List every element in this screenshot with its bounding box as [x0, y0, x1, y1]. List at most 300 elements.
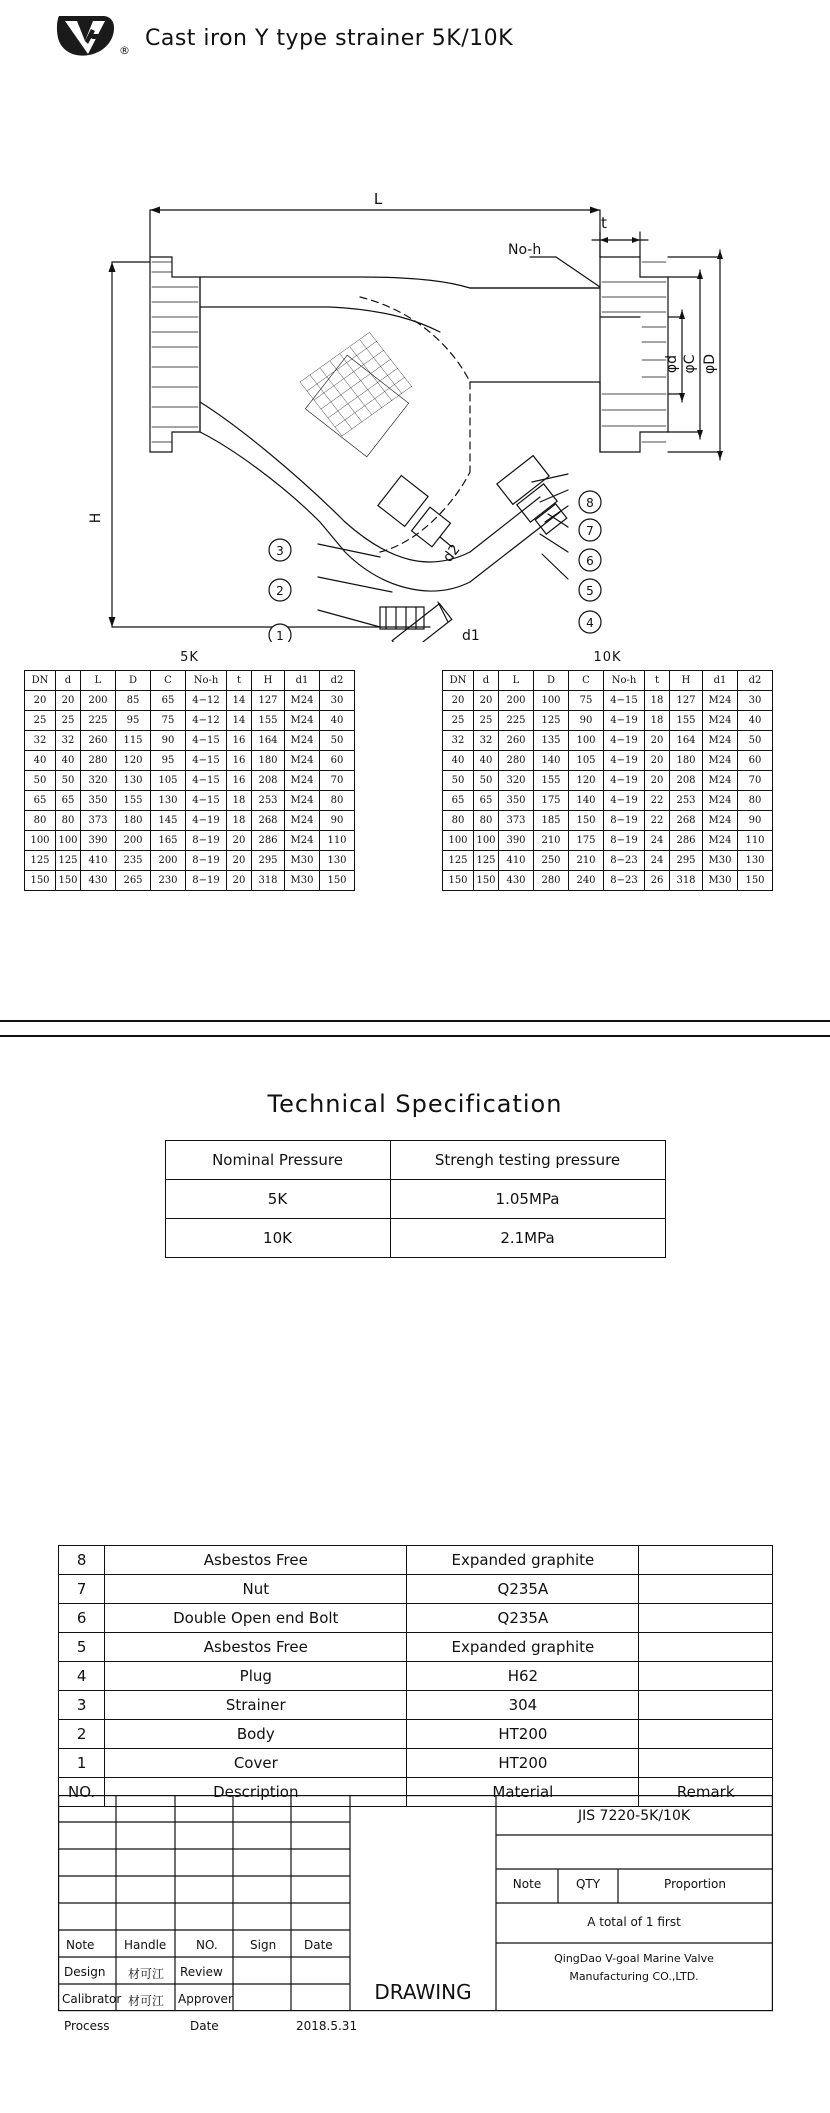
- col-header-no-h: No-h: [186, 671, 227, 691]
- cell-10k-d1: M30: [703, 871, 738, 891]
- col-header-l: L: [81, 671, 116, 691]
- cell-5k-d: 25: [56, 711, 81, 731]
- table-row: [25, 851, 355, 871]
- cell-10k-no-h: 8−23: [604, 851, 645, 871]
- bom-cell-material: Q235A: [407, 1575, 639, 1604]
- cell-5k-d: 130: [116, 771, 151, 791]
- bom-row: [59, 1720, 773, 1749]
- cell-5k-c: 165: [151, 831, 186, 851]
- cell-5k-d: 40: [56, 751, 81, 771]
- cell-5k-t: 18: [227, 811, 252, 831]
- cell-5k-d1: M24: [285, 831, 320, 851]
- cell-5k-d2: 30: [320, 691, 355, 711]
- cell-5k-l: 260: [81, 731, 116, 751]
- cell-5k-h: 253: [252, 791, 285, 811]
- cell-5k-d: 115: [116, 731, 151, 751]
- cell-5k-l: 410: [81, 851, 116, 871]
- cell-10k-c: 210: [569, 851, 604, 871]
- cell-10k-d2: 70: [738, 771, 773, 791]
- table-caption-5k: 5K: [180, 650, 199, 665]
- bom-cell-no: 4: [59, 1662, 105, 1691]
- cell-10k-c: 140: [569, 791, 604, 811]
- bom-cell-material: HT200: [407, 1749, 639, 1778]
- cell-10k-d: 135: [534, 731, 569, 751]
- cell-10k-no-h: 4−15: [604, 691, 645, 711]
- cell-10k-d: 40: [474, 751, 499, 771]
- cell-5k-d1: M24: [285, 711, 320, 731]
- cell-10k-l: 430: [499, 871, 534, 891]
- cell-5k-h: 127: [252, 691, 285, 711]
- cell-10k-c: 120: [569, 771, 604, 791]
- svg-text:φd: φd: [664, 354, 680, 374]
- cell-10k-d: 185: [534, 811, 569, 831]
- cell-10k-c: 90: [569, 711, 604, 731]
- cell-10k-d: 125: [474, 851, 499, 871]
- cell-10k-h: 208: [670, 771, 703, 791]
- cell-5k-no-h: 4−15: [186, 751, 227, 771]
- cell-10k-d2: 40: [738, 711, 773, 731]
- col-header-c: C: [569, 671, 604, 691]
- cell-5k-h: 208: [252, 771, 285, 791]
- col-header-h: H: [670, 671, 703, 691]
- table-row: [443, 851, 773, 871]
- table-row: [443, 871, 773, 891]
- cell-5k-t: 20: [227, 831, 252, 851]
- cell-10k-d: 210: [534, 831, 569, 851]
- bom-row: [59, 1749, 773, 1778]
- svg-text:φD: φD: [702, 353, 718, 375]
- table-row: [443, 811, 773, 831]
- cell-10k-d2: 150: [738, 871, 773, 891]
- cell-10k-no-h: 4−19: [604, 751, 645, 771]
- cell-5k-d2: 110: [320, 831, 355, 851]
- svg-text:2: 2: [276, 584, 284, 598]
- svg-text:4: 4: [586, 616, 594, 630]
- cell-10k-l: 260: [499, 731, 534, 751]
- cell-5k-d1: M30: [285, 851, 320, 871]
- bom-row: [59, 1691, 773, 1720]
- bom-row: [59, 1575, 773, 1604]
- table-row: [25, 871, 355, 891]
- cell-5k-no-h: 4−12: [186, 711, 227, 731]
- section-divider-bottom: [0, 1035, 830, 1037]
- cell-10k-no-h: 8−19: [604, 811, 645, 831]
- cell-5k-d2: 60: [320, 751, 355, 771]
- registered-mark: ®: [119, 44, 130, 57]
- tech-spec-header-row: [165, 1141, 665, 1180]
- svg-text:d1: d1: [462, 628, 480, 642]
- table-caption-10k: 10K: [593, 650, 622, 665]
- cell-10k-d2: 80: [738, 791, 773, 811]
- cell-5k-d: 235: [116, 851, 151, 871]
- bom-cell-no: 3: [59, 1691, 105, 1720]
- cell-10k-t: 20: [645, 751, 670, 771]
- cell-5k-d2: 70: [320, 771, 355, 791]
- cell-5k-d: 155: [116, 791, 151, 811]
- tb-company-line2: Manufacturing CO.,LTD.: [569, 1970, 699, 1983]
- bom-cell-description: Plug: [105, 1662, 407, 1691]
- table-row: [443, 731, 773, 751]
- table-row: [25, 711, 355, 731]
- col-header-d: d: [474, 671, 499, 691]
- cell-10k-c: 150: [569, 811, 604, 831]
- col-header-d: D: [116, 671, 151, 691]
- tb-role-review: Review: [180, 1965, 223, 1979]
- bom-cell-description: Asbestos Free: [105, 1546, 407, 1575]
- cell-5k-c: 105: [151, 771, 186, 791]
- cell-10k-no-h: 8−19: [604, 831, 645, 851]
- table-row: [25, 771, 355, 791]
- cell-10k-dn: 65: [443, 791, 474, 811]
- cell-5k-h: 295: [252, 851, 285, 871]
- cell-5k-dn: 50: [25, 771, 56, 791]
- cell-5k-c: 130: [151, 791, 186, 811]
- bom-cell-remark: [639, 1662, 773, 1691]
- cell-10k-t: 20: [645, 771, 670, 791]
- cell-10k-d: 100: [474, 831, 499, 851]
- dimension-table-10k: [442, 650, 773, 891]
- bom-col-header-material: Material: [407, 1778, 639, 1807]
- cell-10k-c: 105: [569, 751, 604, 771]
- tb-header-sign: Sign: [250, 1938, 277, 1952]
- col-header-d: D: [534, 671, 569, 691]
- cell-5k-d: 180: [116, 811, 151, 831]
- cell-5k-t: 14: [227, 711, 252, 731]
- cell-5k-no-h: 8−19: [186, 831, 227, 851]
- cell-5k-no-h: 4−15: [186, 791, 227, 811]
- table-row: [443, 791, 773, 811]
- cell-10k-d: 20: [474, 691, 499, 711]
- cell-5k-no-h: 4−19: [186, 811, 227, 831]
- bom-cell-description: Cover: [105, 1749, 407, 1778]
- cell-10k-d: 140: [534, 751, 569, 771]
- cell-10k-l: 280: [499, 751, 534, 771]
- tech-spec-heading: Technical Specification: [267, 1090, 563, 1118]
- cell-10k-dn: 125: [443, 851, 474, 871]
- cell-10k-l: 225: [499, 711, 534, 731]
- bom-cell-no: 6: [59, 1604, 105, 1633]
- cell-10k-c: 240: [569, 871, 604, 891]
- section-divider-top: [0, 1020, 830, 1022]
- table-row: [25, 831, 355, 851]
- cell-10k-d: 155: [534, 771, 569, 791]
- tb-header-date: Date: [304, 1938, 333, 1952]
- tb-company-line1: QingDao V-goal Marine Valve: [554, 1952, 714, 1965]
- cell-10k-d: 280: [534, 871, 569, 891]
- cell-10k-c: 175: [569, 831, 604, 851]
- bom-cell-no: 5: [59, 1633, 105, 1662]
- cell-5k-d: 265: [116, 871, 151, 891]
- cell-10k-h: 180: [670, 751, 703, 771]
- cell-5k-h: 318: [252, 871, 285, 891]
- cell-5k-t: 16: [227, 771, 252, 791]
- cell-5k-d: 150: [56, 871, 81, 891]
- bom-col-header-remark: Remark: [639, 1778, 773, 1807]
- cell-10k-no-h: 8−23: [604, 871, 645, 891]
- cell-10k-t: 24: [645, 831, 670, 851]
- cell-5k-dn: 65: [25, 791, 56, 811]
- title-block: [58, 1795, 773, 2045]
- cell-5k-d: 95: [116, 711, 151, 731]
- cell-5k-d1: M24: [285, 751, 320, 771]
- cell-10k-dn: 20: [443, 691, 474, 711]
- table-row: [443, 711, 773, 731]
- bom-cell-material: H62: [407, 1662, 639, 1691]
- svg-text:t: t: [601, 214, 607, 232]
- tb-right-header-qty: QTY: [575, 1877, 601, 1891]
- tech-spec-test-pressure: 1.05MPa: [390, 1180, 665, 1219]
- col-header-dn: DN: [443, 671, 474, 691]
- svg-text:L: L: [373, 190, 383, 208]
- bom-cell-description: Body: [105, 1720, 407, 1749]
- bom-cell-remark: [639, 1546, 773, 1575]
- col-header-l: L: [499, 671, 534, 691]
- cell-5k-l: 200: [81, 691, 116, 711]
- dimension-table-5k: [24, 650, 355, 891]
- cell-10k-d1: M24: [703, 831, 738, 851]
- cell-5k-d: 20: [56, 691, 81, 711]
- table-row: [25, 751, 355, 771]
- bom-cell-material: Q235A: [407, 1604, 639, 1633]
- cell-5k-d2: 130: [320, 851, 355, 871]
- cell-5k-dn: 125: [25, 851, 56, 871]
- bom-cell-no: 1: [59, 1749, 105, 1778]
- bom-cell-remark: [639, 1604, 773, 1633]
- cell-5k-d1: M24: [285, 811, 320, 831]
- cell-10k-c: 100: [569, 731, 604, 751]
- cell-5k-d1: M24: [285, 771, 320, 791]
- cell-5k-d1: M24: [285, 791, 320, 811]
- bom-cell-material: 304: [407, 1691, 639, 1720]
- tb-standard: JIS 7220-5K/10K: [577, 1808, 691, 1824]
- cell-10k-d: 250: [534, 851, 569, 871]
- technical-drawing: [0, 82, 830, 642]
- tb-right-header-proportion: Proportion: [664, 1877, 726, 1891]
- cell-10k-no-h: 4−19: [604, 711, 645, 731]
- tech-spec-table: [165, 1140, 666, 1258]
- cell-5k-no-h: 4−12: [186, 691, 227, 711]
- svg-text:3: 3: [276, 544, 284, 558]
- tech-spec-test-pressure: 2.1MPa: [390, 1219, 665, 1258]
- cell-5k-l: 225: [81, 711, 116, 731]
- table-row: [25, 691, 355, 711]
- cell-5k-h: 155: [252, 711, 285, 731]
- tb-header-handle: Handle: [124, 1938, 167, 1952]
- cell-5k-d: 32: [56, 731, 81, 751]
- cell-5k-h: 268: [252, 811, 285, 831]
- cell-10k-d1: M24: [703, 811, 738, 831]
- cell-10k-d: 175: [534, 791, 569, 811]
- svg-text:5: 5: [586, 584, 594, 598]
- page-header: [0, 0, 830, 80]
- cell-5k-t: 18: [227, 791, 252, 811]
- cell-5k-h: 286: [252, 831, 285, 851]
- tech-spec-col-header-1: Nominal Pressure: [165, 1141, 390, 1180]
- cell-5k-t: 20: [227, 851, 252, 871]
- cell-10k-dn: 100: [443, 831, 474, 851]
- bom-cell-remark: [639, 1633, 773, 1662]
- cell-10k-dn: 32: [443, 731, 474, 751]
- cell-10k-h: 253: [670, 791, 703, 811]
- cell-10k-t: 18: [645, 711, 670, 731]
- svg-text:1: 1: [276, 629, 284, 642]
- cell-5k-d2: 90: [320, 811, 355, 831]
- cell-10k-d: 65: [474, 791, 499, 811]
- cell-10k-dn: 40: [443, 751, 474, 771]
- bom-cell-remark: [639, 1749, 773, 1778]
- cell-10k-d: 32: [474, 731, 499, 751]
- cell-5k-l: 430: [81, 871, 116, 891]
- cell-5k-l: 373: [81, 811, 116, 831]
- cell-10k-d1: M30: [703, 851, 738, 871]
- cell-5k-d2: 50: [320, 731, 355, 751]
- cell-5k-no-h: 8−19: [186, 871, 227, 891]
- cell-10k-d2: 60: [738, 751, 773, 771]
- tb-role-design: Design: [64, 1965, 106, 1979]
- tb-right-header-note: Note: [512, 1877, 542, 1891]
- bom-cell-no: 7: [59, 1575, 105, 1604]
- table-row: [25, 731, 355, 751]
- table-header-row: [25, 671, 355, 691]
- cell-5k-c: 230: [151, 871, 186, 891]
- cell-5k-d1: M24: [285, 731, 320, 751]
- cell-5k-d2: 150: [320, 871, 355, 891]
- cell-5k-h: 180: [252, 751, 285, 771]
- cell-10k-h: 286: [670, 831, 703, 851]
- cell-10k-l: 373: [499, 811, 534, 831]
- col-header-t: t: [645, 671, 670, 691]
- cell-5k-c: 200: [151, 851, 186, 871]
- cell-10k-d1: M24: [703, 751, 738, 771]
- cell-10k-t: 26: [645, 871, 670, 891]
- cell-10k-h: 155: [670, 711, 703, 731]
- svg-text:No-h: No-h: [508, 242, 542, 258]
- bom-cell-material: HT200: [407, 1720, 639, 1749]
- bom-cell-remark: [639, 1720, 773, 1749]
- cell-10k-l: 390: [499, 831, 534, 851]
- bom-row: [59, 1546, 773, 1575]
- bom-cell-description: Strainer: [105, 1691, 407, 1720]
- cell-5k-d: 80: [56, 811, 81, 831]
- bom-cell-remark: [639, 1691, 773, 1720]
- cell-10k-d: 80: [474, 811, 499, 831]
- cell-5k-t: 20: [227, 871, 252, 891]
- cell-5k-d: 50: [56, 771, 81, 791]
- cell-10k-d: 100: [534, 691, 569, 711]
- cell-10k-h: 318: [670, 871, 703, 891]
- cell-10k-d: 50: [474, 771, 499, 791]
- cell-5k-dn: 40: [25, 751, 56, 771]
- tb-handle-design: 材可江: [128, 1967, 165, 1981]
- cell-10k-l: 350: [499, 791, 534, 811]
- tb-drawing-label: DRAWING: [374, 1980, 472, 2004]
- col-header-d1: d1: [703, 671, 738, 691]
- col-header-no-h: No-h: [604, 671, 645, 691]
- cell-5k-d: 125: [56, 851, 81, 871]
- cell-5k-d: 200: [116, 831, 151, 851]
- cell-5k-dn: 100: [25, 831, 56, 851]
- cell-5k-d1: M24: [285, 691, 320, 711]
- table-row: [443, 831, 773, 851]
- bom-cell-description: Nut: [105, 1575, 407, 1604]
- col-header-d1: d1: [285, 671, 320, 691]
- svg-text:8: 8: [586, 496, 594, 510]
- cell-5k-dn: 150: [25, 871, 56, 891]
- cell-10k-d: 125: [534, 711, 569, 731]
- tb-role-date: Date: [190, 2019, 219, 2033]
- tb-total: A total of 1 first: [587, 1915, 681, 1929]
- cell-10k-d2: 110: [738, 831, 773, 851]
- cell-10k-h: 127: [670, 691, 703, 711]
- page-title: Cast iron Y type strainer 5K/10K: [145, 26, 514, 51]
- cell-10k-d1: M24: [703, 691, 738, 711]
- tb-role-approver: Approver: [178, 1992, 233, 2006]
- bom-cell-description: Double Open end Bolt: [105, 1604, 407, 1633]
- cell-5k-d: 65: [56, 791, 81, 811]
- cell-10k-l: 320: [499, 771, 534, 791]
- bom-cell-material: Expanded graphite: [407, 1633, 639, 1662]
- cell-5k-dn: 25: [25, 711, 56, 731]
- cell-10k-t: 24: [645, 851, 670, 871]
- cell-5k-dn: 80: [25, 811, 56, 831]
- tb-value-date: 2018.5.31: [296, 2019, 358, 2033]
- cell-5k-d: 85: [116, 691, 151, 711]
- cell-5k-dn: 32: [25, 731, 56, 751]
- bom-cell-no: 8: [59, 1546, 105, 1575]
- tb-role-calibrator: Calibrator: [62, 1992, 122, 2006]
- cell-10k-d2: 130: [738, 851, 773, 871]
- bom-row: [59, 1633, 773, 1662]
- tb-header-note: Note: [66, 1938, 95, 1952]
- cell-10k-t: 22: [645, 791, 670, 811]
- cell-10k-d1: M24: [703, 711, 738, 731]
- col-header-d2: d2: [320, 671, 355, 691]
- col-header-t: t: [227, 671, 252, 691]
- cell-10k-c: 75: [569, 691, 604, 711]
- tech-spec-row: [165, 1180, 665, 1219]
- cell-10k-d: 150: [474, 871, 499, 891]
- cell-5k-t: 14: [227, 691, 252, 711]
- bom-col-header-description: Description: [105, 1778, 407, 1807]
- cell-10k-t: 20: [645, 731, 670, 751]
- col-header-d2: d2: [738, 671, 773, 691]
- cell-5k-t: 16: [227, 751, 252, 771]
- tb-handle-calibrator: 材可江: [128, 1994, 165, 2008]
- bom-cell-remark: [639, 1575, 773, 1604]
- cell-10k-no-h: 4−19: [604, 791, 645, 811]
- cell-5k-l: 350: [81, 791, 116, 811]
- bom-cell-description: Asbestos Free: [105, 1633, 407, 1662]
- cell-5k-c: 145: [151, 811, 186, 831]
- cell-10k-d1: M24: [703, 771, 738, 791]
- cell-10k-l: 410: [499, 851, 534, 871]
- bom-cell-no: 2: [59, 1720, 105, 1749]
- table-row: [443, 751, 773, 771]
- cell-10k-t: 22: [645, 811, 670, 831]
- tech-spec-col-header-2: Strengh testing pressure: [390, 1141, 665, 1180]
- table-row: [443, 691, 773, 711]
- cell-5k-c: 90: [151, 731, 186, 751]
- cell-10k-no-h: 4−19: [604, 771, 645, 791]
- tech-spec-row: [165, 1219, 665, 1258]
- bom-row: [59, 1604, 773, 1633]
- tb-header-no: NO.: [196, 1938, 218, 1952]
- col-header-h: H: [252, 671, 285, 691]
- bill-of-materials: [58, 1545, 773, 1807]
- svg-text:H: H: [88, 512, 104, 524]
- table-header-row: [443, 671, 773, 691]
- technical-specification-section: [0, 1090, 830, 1258]
